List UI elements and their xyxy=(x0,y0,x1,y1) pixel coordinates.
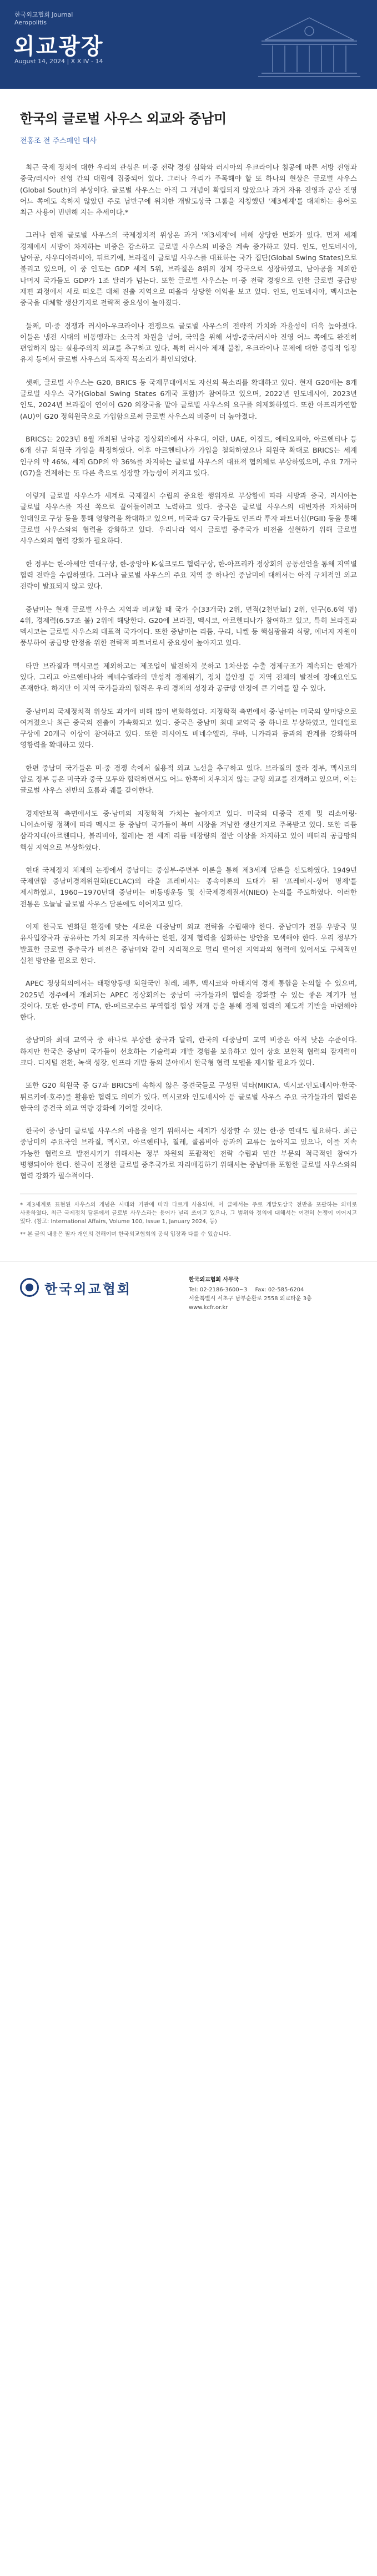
paragraph: 셋째, 글로벌 사우스는 G20, BRICS 등 국제무대에서도 자신의 목소리를 확대하고 있다. 현재 G20에는 8개 글로벌 사우스 국가(Global Swing States 6개국 포함)가 참여하고 있으며, 2022년 인도네시아, 2023년 인도, 2024년 브라질이 연이어 G20 의장국을 맡아 글로벌 사우스의 요구를 의제화하였다. 또한 아프리카연합(AU)이 G20 정회원국으로 가입함으로써 글로벌 사우스의 비중이 더 높아졌다. xyxy=(20,378,357,420)
fax-number: Fax: 02-585-6204 xyxy=(255,1286,304,1293)
logo-circle-icon xyxy=(20,1278,39,1297)
page-footer xyxy=(0,1261,377,1322)
journal-title: 외교광장 xyxy=(13,34,104,59)
paragraph: 타만 브라질과 멕시코를 제외하고는 제조업이 발전하지 못하고 1차산품 수출 경제구조가 계속되는 한계가 있다. 그리고 아르헨티나와 베네수엘라의 만성적 경제위기, 정치 불안정 등 지역 전체의 발전에 장애요인도 존재한다. 하지만 이 지역 국가들과의 협력은 우리 경제의 성장과 공급망 안정에 큰 기여를 할 수 있다. xyxy=(20,661,357,693)
article-body xyxy=(0,108,377,1239)
building-emblem-icon xyxy=(254,7,365,82)
address: 서울특별시 서초구 남부순환로 2558 외교타운 3층 xyxy=(189,1295,312,1302)
article-author: 전홍조 전 주스페인 대사 xyxy=(20,137,97,145)
article-paragraphs xyxy=(20,162,357,1182)
journal-name-line-2: Aeropolitis xyxy=(14,19,47,26)
issue-info: August 14, 2024 | X X IV - 14 xyxy=(14,58,103,65)
paragraph: 한 정부는 한-아세안 연대구상, 한-중앙아 K-실크로드 협력구상, 한-아프리카 정상회의 공동선언을 통해 지역별 협력 전략을 수립하였다. 그러나 글로벌 사우스의 주요 지역 중 하나인 중남미에 대해서는 아직 구체적인 외교 전략이 발표되지 않고 있다. xyxy=(20,559,357,591)
paragraph: 둘째, 미·중 경쟁과 러시아-우크라이나 전쟁으로 글로벌 사우스의 전략적 가치와 자율성이 더욱 높아졌다. 이들은 냉전 시대의 비동맹과는 소극적 차원을 넘어, 국익을 위해 서방-중국/러시아 진영 어느 쪽에도 완전히 편입하지 않는 실용주의적 외교를 추구하고 있다. 특히 러시아 제재 불참, 우크라이나 문제에 대한 중립적 입장 유지 등에서 글로벌 사우스의 독자적 목소리가 확인되었다. xyxy=(20,321,357,364)
paragraph: 중남미는 현재 글로벌 사우스 지역과 비교할 때 국가 수(33개국) 2위, 면적(2천만㎢) 2위, 인구(6.6억 명) 4위, 경제력(6.57조 불) 2위에 해당한다. G20에 브라질, 멕시코, 아르헨티나가 참여하고 있고, 특히 브라질과 멕시코는 글로벌 사우스의 대표적 국가이다. 또한 중남미는 리튬, 구리, 니켈 등 핵심광물과 식량, 에너지 자원이 풍부하여 공급망 안정을 위한 전략적 파트너로서 중요성이 높아지고 있다. xyxy=(20,605,357,647)
paragraph: 경제안보적 측면에서도 중·남미의 지정학적 가치는 높아지고 있다. 미국의 대중국 견제 및 리쇼어링·니어쇼어링 정책에 따라 멕시코 등 중남미 국가들이 북미 시장을 겨냥한 생산기지로 주목받고 있다. 또한 리튬 삼각지대(아르헨티나, 볼리비아, 칠레)는 전 세계 리튬 매장량의 절반 이상을 차지하고 있어 배터리 공급망의 핵심 지역으로 부상하였다. xyxy=(20,809,357,851)
article-title: 한국의 글로벌 사우스 외교와 중남미 xyxy=(20,111,227,126)
paragraph: 그러나 현재 글로벌 사우스의 국제정치적 위상은 과거 '제3세계'에 비해 상당한 변화가 있다. 먼저 세계 경제에서 서방이 차지하는 비중은 감소하고 글로벌 사우스의 비중은 계속 증가하고 있다. 인도, 인도네시아, 남아공, 사우디아라비아, 튀르키예, 브라질이 글로벌 사우스를 대표하는 국가 집단(Global Swing States)으로 불리고 있으며, 이 중 인도는 GDP 세계 5위, 브라질은 8위의 경제 강국으로 성장하였고, 남아공을 제외한 나머지 국가들도 GDP가 1조 달러가 넘는다. 또한 글로벌 사우스는 미·중 전략 경쟁으로 인한 글로벌 공급망 재편 과정에서 새로 떠오른 대체 진출 지역으로 떠올라 상당한 이익을 보고 있다. 인도, 인도네시아, 멕시코는 중국을 대체할 생산기지로 전략적 중요성이 높아졌다. xyxy=(20,231,357,307)
phone-row xyxy=(189,1286,312,1295)
footnote: ** 본 글의 내용은 필자 개인의 견해이며 한국외교협회의 공식 입장과 다를 수 있습니다. xyxy=(20,1231,231,1238)
paragraph: BRICS는 2023년 8월 개최된 남아공 정상회의에서 사우디, 이란, UAE, 이집트, 에티오피아, 아르헨티나 등 6개 신규 회원국 가입을 확정하였다. 이후 아르헨티나가 가입을 철회하였으나 회원국 확대로 BRICS는 세계 인구의 약 46%, 세계 GDP의 약 36%를 차지하는 글로벌 사우스의 대표적 협의체로 부상하였으며, 주요 7개국(G7)을 견제하는 또 다른 축으로 성장할 가능성이 커지고 있다. xyxy=(20,434,357,477)
phone-number: Tel: 02-2186-3600~3 xyxy=(189,1286,248,1293)
publisher: 한국외교협회 사무국 xyxy=(189,1276,239,1283)
organization-logo xyxy=(20,1278,132,1297)
footnotes xyxy=(20,1201,357,1239)
paragraph: 중·남미의 국제정치적 위상도 과거에 비해 많이 변화하였다. 지정학적 측면에서 중·남미는 미국의 앞마당으로 여겨졌으나 최근 중국의 진출이 가속화되고 있다. 중국은 중남미 최대 교역국 중 하나로 부상하였고, 일대일로 구상에 20개국 이상이 참여하고 있다. 또한 러시아도 베네수엘라, 쿠바, 니카라과 등과의 관계를 강화하며 영향력을 확대하고 있다. xyxy=(20,707,357,749)
journal-header xyxy=(0,0,377,89)
paragraph: 또한 G20 회원국 중 G7과 BRICS에 속하지 않은 중견국들로 구성된 믹타(MIKTA, 멕시코·인도네시아·한국·튀르키예·호주)를 활용한 협력도 의미가 있다. 멕시코와 인도네시아 등 글로벌 사우스 주요 국가들과의 협력은 한국의 중견국 외교 역량 강화에 기여할 것이다. xyxy=(20,1081,357,1112)
paragraph: APEC 정상회의에서는 태평양동맹 회원국인 칠레, 페루, 멕시코와 아태지역 경제 통합을 논의할 수 있으며, 2025년 경주에서 개최되는 APEC 정상회의는 중남미 국가들과의 협력을 강화할 수 있는 좋은 계기가 될 것이다. 또한 한-중미 FTA, 한-메르코수르 무역협정 협상 재개 등을 통해 경제 협력의 제도적 기반을 마련해야 한다. xyxy=(20,979,357,1022)
contact-info xyxy=(189,1276,312,1312)
website-link[interactable]: www.kcfr.or.kr xyxy=(189,1304,228,1311)
paragraph: 최근 국제 정치에 대한 우리의 관심은 미·중 전략 경쟁 심화와 러시아의 우크라이나 침공에 따른 서방 진영과 중국/러시아 진영 간의 대립에 집중되어 있다. 그러나 우리가 주목해야 할 또 하나의 현상은 글로벌 사우스(Global South)의 부상이다. 글로벌 사우스는 아직 그 개념이 확립되지 않았으나 과거 자유 진영과 공산 진영 어느 쪽에도 속하지 않았던 주로 남반구에 위치한 개발도상국 그룹을 지칭했던 '제3세계'를 대체하는 용어로 최근 사용이 빈번해 지는 추세이다.* xyxy=(20,163,357,217)
journal-name-line-1: 한국외교협회 Journal xyxy=(14,11,73,18)
paragraph: 현대 국제정치 체제의 논쟁에서 중남미는 중심부-주변부 이론을 통해 제3세계 담론을 선도하였다. 1949년 국제연합 중남미경제위원회(ECLAC)의 라울 프레비시는 종속이론의 토대가 된 '프레비시-싱어 명제'를 제시하였고, 1960~1970년대 중남미는 비동맹운동 및 신국제경제질서(NIEO) 논의를 주도하였다. 이러한 전통은 오늘날 글로벌 사우스 담론에도 이어지고 있다. xyxy=(20,865,357,908)
paragraph: 이제 한국도 변화된 환경에 맞는 새로운 대중남미 외교 전략을 수립해야 한다. 중남미가 전통 우방국 및 유사입장국과 공유하는 가치 외교를 지속하는 한편, 경제 협력을 심화하는 방안을 모색해야 한다. 우리 정부가 발표한 글로벌 중추국가 비전은 중남미와 같이 지리적으로 멀리 떨어진 지역과의 협력에 있어서도 구체적인 실천 방안을 필요로 한다. xyxy=(20,922,357,965)
paragraph: 한편 중남미 국가들은 미·중 경쟁 속에서 실용적 외교 노선을 추구하고 있다. 브라질의 룰라 정부, 멕시코의 암로 정부 등은 미국과 중국 모두와 협력하면서도 어느 한쪽에 치우치지 않는 균형 외교를 전개하고 있으며, 이는 글로벌 사우스 전반의 흐름과 궤를 같이한다. xyxy=(20,763,357,795)
footnote: * 제3세계로 표현된 사우스의 개념은 시대와 기관에 따라 다르게 사용되며, 이 글에서는 주로 개발도상국 전반을 포괄하는 의미로 사용하였다. 최근 국제정치 담론에서 글로벌 사우스라는 용어가 널리 쓰이고 있으나, 그 범위와 정의에 대해서는 여전히 논쟁이 이어지고 있다. (참고: International Affairs, Volume 100, Issue 1, January 2024, 등) xyxy=(20,1201,357,1225)
paragraph: 중남미와 최대 교역국 중 하나로 부상한 중국과 달리, 한국의 대중남미 교역 비중은 아직 낮은 수준이다. 하지만 한국은 중남미 국가들이 선호하는 기술력과 개발 경험을 보유하고 있어 상호 보완적 협력의 잠재력이 크다. 디지털 전환, 녹색 성장, 인프라 개발 등의 분야에서 한국형 협력 모델을 제시할 필요가 있다. xyxy=(20,1036,357,1067)
organization-name: 한국외교협회 xyxy=(44,1281,132,1297)
paragraph: 한국이 중·남미 글로벌 사우스의 마음을 얻기 위해서는 세계가 성장할 수 있는 한·중 연대도 필요하다. 최근 중남미의 주요국인 브라질, 멕시코, 아르헨티나, 칠레, 콜롬비아 등과의 교류는 높아지고 있으나, 이를 지속 가능한 협력으로 발전시키기 위해서는 정부 차원의 포괄적인 전략 수립과 민간 부문의 적극적인 참여가 병행되어야 한다. 한국이 진정한 글로벌 중추국가로 자리매김하기 위해서는 중남미를 포함한 글로벌 사우스와의 협력 강화가 필수적이다. xyxy=(20,1127,357,1180)
journal-name xyxy=(14,11,73,27)
paragraph: 이렇게 글로벌 사우스가 세계로 국제질서 수립의 중요한 행위자로 부상함에 따라 서방과 중국, 러시아는 글로벌 사우스를 자신 쪽으로 끌어들이려고 노력하고 있다. 중국은 글로벌 사우스의 대변자를 자처하며 일대일로 구상 등을 통해 영향력을 확대하고 있으며, 미국과 G7 국가들도 인프라 투자 파트너십(PGII) 등을 통해 글로벌 사우스와의 협력을 강화하고 있다. 우리나라 역시 글로벌 중추국가 비전을 실현하기 위해 글로벌 사우스와의 협력 강화가 필요하다. xyxy=(20,491,357,545)
